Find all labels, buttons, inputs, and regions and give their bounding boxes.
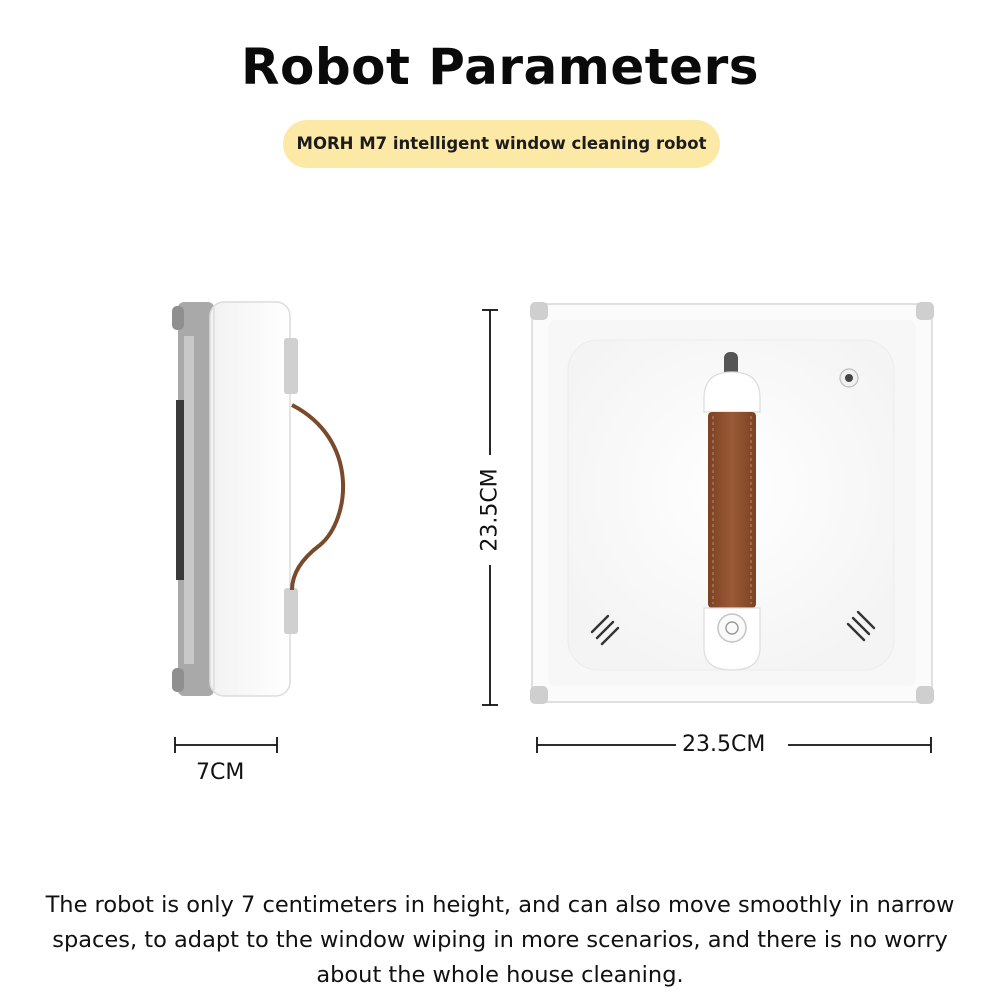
page-title: Robot Parameters bbox=[241, 38, 759, 96]
power-button-icon bbox=[718, 614, 746, 642]
side-view-robot bbox=[172, 302, 343, 696]
description-caption: The robot is only 7 centimeters in height, and can also move smoothly in narrow spaces, to adapt to the window wiping in more scenarios, and there is no worry about the whole house cleaning. bbox=[45, 892, 955, 988]
depth-dimension-line bbox=[175, 737, 277, 753]
front-view-robot bbox=[530, 302, 934, 704]
depth-label: 7CM bbox=[196, 760, 245, 785]
height-label: 23.5CM bbox=[477, 468, 503, 552]
width-label: 23.5CM bbox=[682, 732, 766, 757]
subtitle-text: MORH M7 intelligent window cleaning robot bbox=[296, 134, 707, 153]
